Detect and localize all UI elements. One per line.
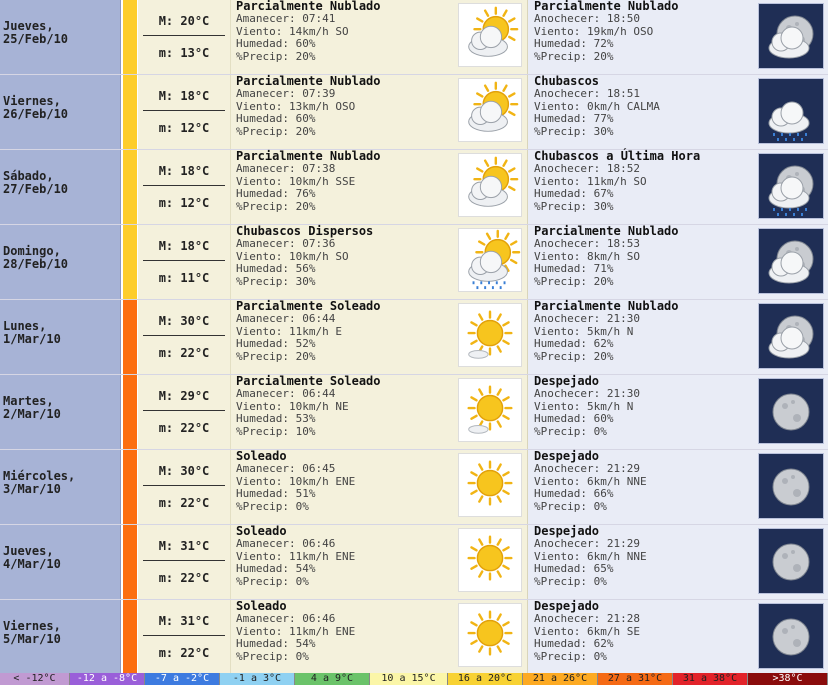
day-date: 2/Mar/10 [3,407,61,421]
showers-night-icon [758,78,824,144]
day-detail: Humedad: 51% [236,487,316,500]
temperature-cell [138,525,231,599]
night-condition: Despejado [534,524,600,538]
night-forecast [528,600,828,674]
day-condition: Chubascos Dispersos [236,224,374,238]
day-condition: Parcialmente Nublado [236,0,381,13]
day-date: 5/Mar/10 [3,632,61,646]
night-detail: Humedad: 60% [534,412,614,425]
day-cell [0,300,121,374]
temp-color-fill [123,150,137,224]
max-temp: M: 20°C [158,14,210,28]
min-temp: m: 22°C [158,496,210,510]
forecast-row [0,225,828,300]
day-cell [0,225,121,299]
day-detail: Viento: 10km/h ENE [236,474,356,488]
night-detail: Viento: 11km/h SO [534,174,647,188]
night-detail: Anochecer: 18:50 [534,12,640,25]
clear-night-icon [758,603,824,669]
min-temp: m: 22°C [158,421,210,435]
night-forecast [528,0,828,74]
day-detail: Amanecer: 06:46 [236,537,336,550]
day-detail: Viento: 14km/h SO [236,24,349,38]
night-detail: Humedad: 62% [534,637,614,650]
day-detail: Humedad: 56% [236,262,316,275]
night-detail: Anochecer: 21:30 [534,312,640,325]
night-detail: Humedad: 66% [534,487,614,500]
min-temp: m: 22°C [158,571,210,585]
late-showers-night-icon [758,153,824,219]
sunny-icon [458,603,522,667]
temp-divider [143,185,225,186]
max-temp: M: 18°C [158,89,210,103]
partly-cloudy-night-icon [758,228,824,294]
day-cell [0,450,121,524]
temperature-cell [138,150,231,224]
temp-color-bar [121,75,138,149]
night-detail: Humedad: 71% [534,262,614,275]
legend-item: >38°C [748,673,828,685]
temp-divider [143,635,225,636]
night-detail: %Precip: 0% [534,499,607,513]
temp-color-fill [123,450,137,524]
night-forecast [528,300,828,374]
night-forecast [528,225,828,299]
temp-divider [143,410,225,411]
night-detail: Viento: 5km/h N [534,324,634,338]
day-name: Miércoles, [3,469,76,483]
night-condition: Despejado [534,449,600,463]
temp-color-fill [123,375,137,449]
temp-color-bar [121,150,138,224]
day-detail: Amanecer: 07:38 [236,162,336,175]
forecast-row [0,0,828,75]
night-detail: Humedad: 77% [534,112,614,125]
partly-cloudy-night-icon [758,3,824,69]
night-condition: Parcialmente Nublado [534,224,679,238]
day-detail: %Precip: 20% [236,49,316,63]
day-detail: %Precip: 20% [236,124,316,138]
day-detail: Amanecer: 07:36 [236,237,336,250]
min-temp: m: 22°C [158,646,210,660]
temperature-cell [138,225,231,299]
night-condition: Chubascos [534,74,600,88]
day-date: 1/Mar/10 [3,332,61,346]
day-condition: Soleado [236,599,287,613]
day-condition: Soleado [236,524,287,538]
scattered-showers-icon [458,228,522,292]
night-condition: Parcialmente Nublado [534,0,679,13]
day-cell [0,525,121,599]
temperature-cell [138,600,231,674]
partly-cloudy-icon [458,78,522,142]
night-forecast [528,75,828,149]
legend-item: < -12°C [0,673,70,685]
temp-color-fill [123,300,137,374]
day-detail: Humedad: 54% [236,637,316,650]
temp-divider [143,485,225,486]
partly-cloudy-icon [458,153,522,217]
temperature-cell [138,75,231,149]
day-forecast [231,0,528,74]
day-forecast [231,150,528,224]
night-detail: Anochecer: 18:52 [534,162,640,175]
day-detail: Amanecer: 06:44 [236,387,336,400]
temp-color-bar [121,0,138,74]
temp-color-bar [121,225,138,299]
legend-item: 27 a 31°C [598,673,673,685]
day-name: Martes, [3,394,54,408]
day-detail: Viento: 11km/h ENE [236,624,356,638]
day-detail: Humedad: 53% [236,412,316,425]
day-date: 25/Feb/10 [3,32,69,46]
temp-divider [143,35,225,36]
day-detail: %Precip: 0% [236,574,309,588]
night-detail: %Precip: 0% [534,574,607,588]
temp-divider [143,260,225,261]
forecast-row [0,600,828,675]
day-date: 4/Mar/10 [3,557,61,571]
partly-cloudy-icon [458,3,522,67]
partly-cloudy-night-icon [758,303,824,369]
day-date: 28/Feb/10 [3,257,69,271]
temp-color-fill [123,525,137,599]
temp-color-bar [121,600,138,674]
forecast-row [0,450,828,525]
night-forecast [528,525,828,599]
day-detail: Humedad: 60% [236,37,316,50]
night-detail: Anochecer: 21:29 [534,462,640,475]
day-date: 3/Mar/10 [3,482,61,496]
night-detail: Humedad: 67% [534,187,614,200]
day-detail: Viento: 10km/h NE [236,399,349,413]
night-detail: Viento: 0km/h CALMA [534,99,660,113]
temp-color-bar [121,375,138,449]
night-detail: Humedad: 72% [534,37,614,50]
max-temp: M: 18°C [158,164,210,178]
forecast-row [0,375,828,450]
day-name: Jueves, [3,19,54,33]
day-detail: %Precip: 0% [236,499,309,513]
night-detail: Viento: 6km/h SE [534,624,640,638]
partly-sunny-icon [458,303,522,367]
night-detail: Anochecer: 18:51 [534,87,640,100]
day-forecast [231,225,528,299]
clear-night-icon [758,378,824,444]
max-temp: M: 30°C [158,464,210,478]
max-temp: M: 30°C [158,314,210,328]
legend-item: -7 a -2°C [145,673,220,685]
day-detail: Amanecer: 06:46 [236,612,336,625]
day-detail: Amanecer: 07:39 [236,87,336,100]
temp-color-bar [121,450,138,524]
day-cell [0,75,121,149]
temperature-legend [0,673,828,685]
clear-night-icon [758,528,824,594]
max-temp: M: 31°C [158,614,210,628]
clear-night-icon [758,453,824,519]
temp-color-fill [123,600,137,674]
night-detail: Anochecer: 21:30 [534,387,640,400]
night-detail: %Precip: 20% [534,49,614,63]
day-cell [0,600,121,674]
night-detail: Viento: 19km/h OSO [534,24,654,38]
day-detail: %Precip: 10% [236,424,316,438]
night-detail: Anochecer: 21:29 [534,537,640,550]
temperature-cell [138,450,231,524]
temp-color-fill [123,225,137,299]
night-detail: Humedad: 62% [534,337,614,350]
temp-divider [143,560,225,561]
night-condition: Chubascos a Última Hora [534,149,701,163]
day-date: 26/Feb/10 [3,107,69,121]
day-cell [0,150,121,224]
day-detail: Amanecer: 07:41 [236,12,336,25]
temperature-cell [138,300,231,374]
day-name: Viernes, [3,94,61,108]
day-detail: Viento: 11km/h ENE [236,549,356,563]
night-detail: Anochecer: 18:53 [534,237,640,250]
legend-item: 4 a 9°C [295,673,370,685]
min-temp: m: 22°C [158,346,210,360]
night-detail: Viento: 6km/h NNE [534,474,647,488]
night-condition: Despejado [534,374,600,388]
night-condition: Parcialmente Nublado [534,299,679,313]
day-detail: %Precip: 0% [236,649,309,663]
night-detail: %Precip: 20% [534,274,614,288]
night-detail: Viento: 6km/h NNE [534,549,647,563]
night-detail: Viento: 8km/h SO [534,249,640,263]
legend-item: 21 a 26°C [523,673,598,685]
day-condition: Parcialmente Soleado [236,374,381,388]
night-forecast [528,450,828,524]
day-forecast [231,525,528,599]
night-detail: %Precip: 0% [534,649,607,663]
legend-item: -1 a 3°C [220,673,295,685]
day-condition: Parcialmente Nublado [236,149,381,163]
temperature-cell [138,375,231,449]
day-forecast [231,300,528,374]
max-temp: M: 18°C [158,239,210,253]
day-detail: %Precip: 20% [236,199,316,213]
day-forecast [231,600,528,674]
day-condition: Soleado [236,449,287,463]
partly-sunny-icon [458,378,522,442]
day-detail: Humedad: 52% [236,337,316,350]
forecast-row [0,300,828,375]
day-cell [0,375,121,449]
day-condition: Parcialmente Soleado [236,299,381,313]
day-detail: Humedad: 54% [236,562,316,575]
temperature-cell [138,0,231,74]
night-detail: %Precip: 30% [534,124,614,138]
day-condition: Parcialmente Nublado [236,74,381,88]
temp-color-fill [123,75,137,149]
day-detail: Viento: 13km/h OSO [236,99,356,113]
max-temp: M: 31°C [158,539,210,553]
day-detail: Viento: 10km/h SO [236,249,349,263]
sunny-icon [458,453,522,517]
day-forecast [231,450,528,524]
day-forecast [231,375,528,449]
min-temp: m: 13°C [158,46,210,60]
night-detail: %Precip: 20% [534,349,614,363]
night-forecast [528,375,828,449]
day-cell [0,0,121,74]
forecast-row [0,525,828,600]
forecast-row [0,150,828,225]
temp-color-bar [121,300,138,374]
temp-divider [143,110,225,111]
day-date: 27/Feb/10 [3,182,69,196]
temp-color-bar [121,525,138,599]
night-detail: Viento: 5km/h N [534,399,634,413]
legend-item: 16 a 20°C [448,673,523,685]
night-forecast [528,150,828,224]
day-forecast [231,75,528,149]
day-detail: Humedad: 76% [236,187,316,200]
temp-color-fill [123,0,137,74]
min-temp: m: 11°C [158,271,210,285]
day-detail: %Precip: 20% [236,349,316,363]
day-detail: Amanecer: 06:45 [236,462,336,475]
legend-item: 10 a 15°C [370,673,448,685]
day-detail: Humedad: 60% [236,112,316,125]
night-detail: Anochecer: 21:28 [534,612,640,625]
min-temp: m: 12°C [158,121,210,135]
night-detail: Humedad: 65% [534,562,614,575]
night-condition: Despejado [534,599,600,613]
day-name: Lunes, [3,319,47,333]
night-detail: %Precip: 0% [534,424,607,438]
legend-item: -12 a -8°C [70,673,145,685]
night-detail: %Precip: 30% [534,199,614,213]
temp-divider [143,335,225,336]
day-name: Domingo, [3,244,61,258]
day-detail: Viento: 10km/h SSE [236,174,356,188]
legend-item: 31 a 38°C [673,673,748,685]
day-name: Viernes, [3,619,61,633]
day-detail: Amanecer: 06:44 [236,312,336,325]
day-name: Jueves, [3,544,54,558]
day-name: Sábado, [3,169,54,183]
min-temp: m: 12°C [158,196,210,210]
day-detail: Viento: 11km/h E [236,324,342,338]
day-detail: %Precip: 30% [236,274,316,288]
max-temp: M: 29°C [158,389,210,403]
forecast-row [0,75,828,150]
sunny-icon [458,528,522,592]
